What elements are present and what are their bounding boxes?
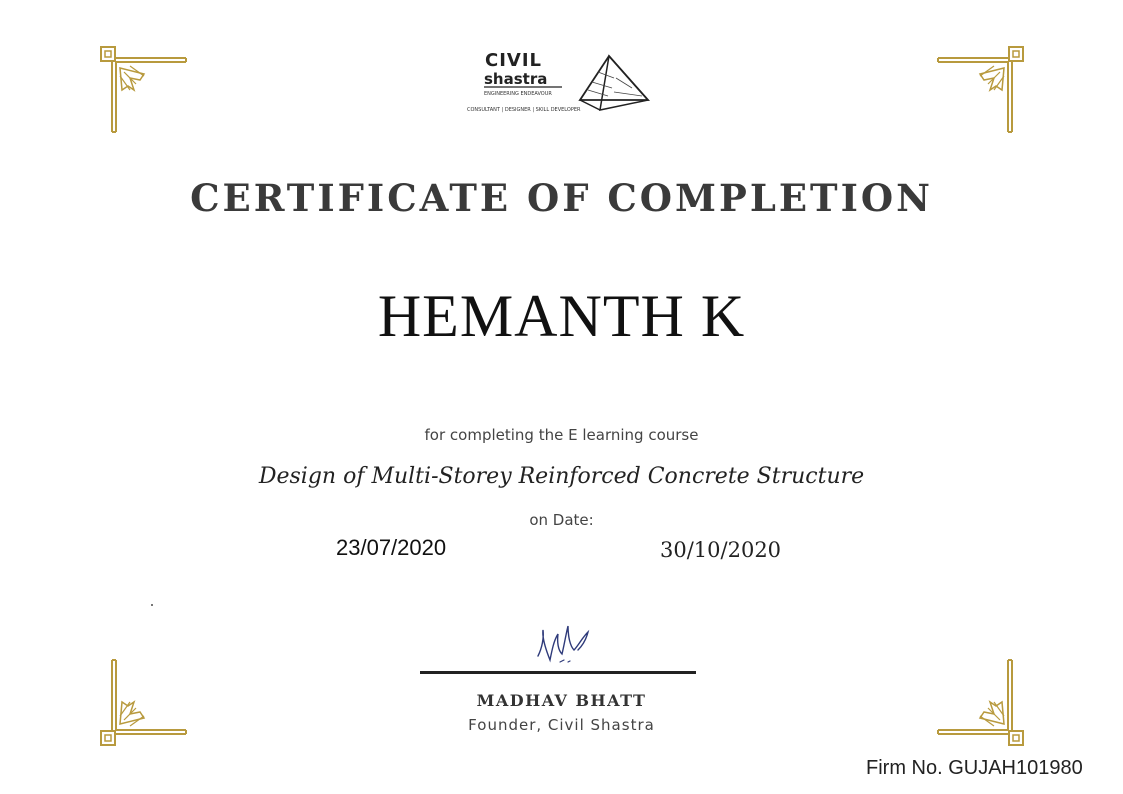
signature-line — [420, 671, 696, 674]
recipient-name: HEMANTH K — [377, 283, 746, 349]
pyramid-icon — [580, 56, 648, 110]
logo-tagline: ENGINEERING ENDEAVOUR — [484, 91, 552, 97]
certificate-title: CERTIFICATE OF COMPLETION — [190, 176, 933, 220]
logo-brand-bottom: shastra — [484, 70, 548, 88]
course-name: Design of Multi-Storey Reinforced Concrete Structure — [258, 464, 865, 489]
corner-ornament-top-left — [100, 46, 190, 136]
start-date: 23/07/2020 — [336, 535, 447, 560]
end-date: 30/10/2020 — [660, 538, 782, 562]
signer-title: Founder, Civil Shastra — [468, 716, 655, 734]
firm-number: Firm No. GUJAH101980 — [866, 757, 1083, 779]
civil-shastra-logo — [462, 48, 652, 120]
corner-ornament-top-right — [934, 46, 1024, 136]
logo-roles: CONSULTANT | DESIGNER | SKILL DEVELOPER — [467, 107, 581, 113]
stray-dot — [151, 604, 153, 606]
signer-name: MADHAV BHATT — [476, 691, 647, 710]
date-label: on Date: — [529, 511, 594, 529]
logo-brand-top: CIVIL — [485, 50, 543, 71]
signature — [530, 620, 600, 668]
completion-intro: for completing the E learning course — [424, 426, 699, 444]
